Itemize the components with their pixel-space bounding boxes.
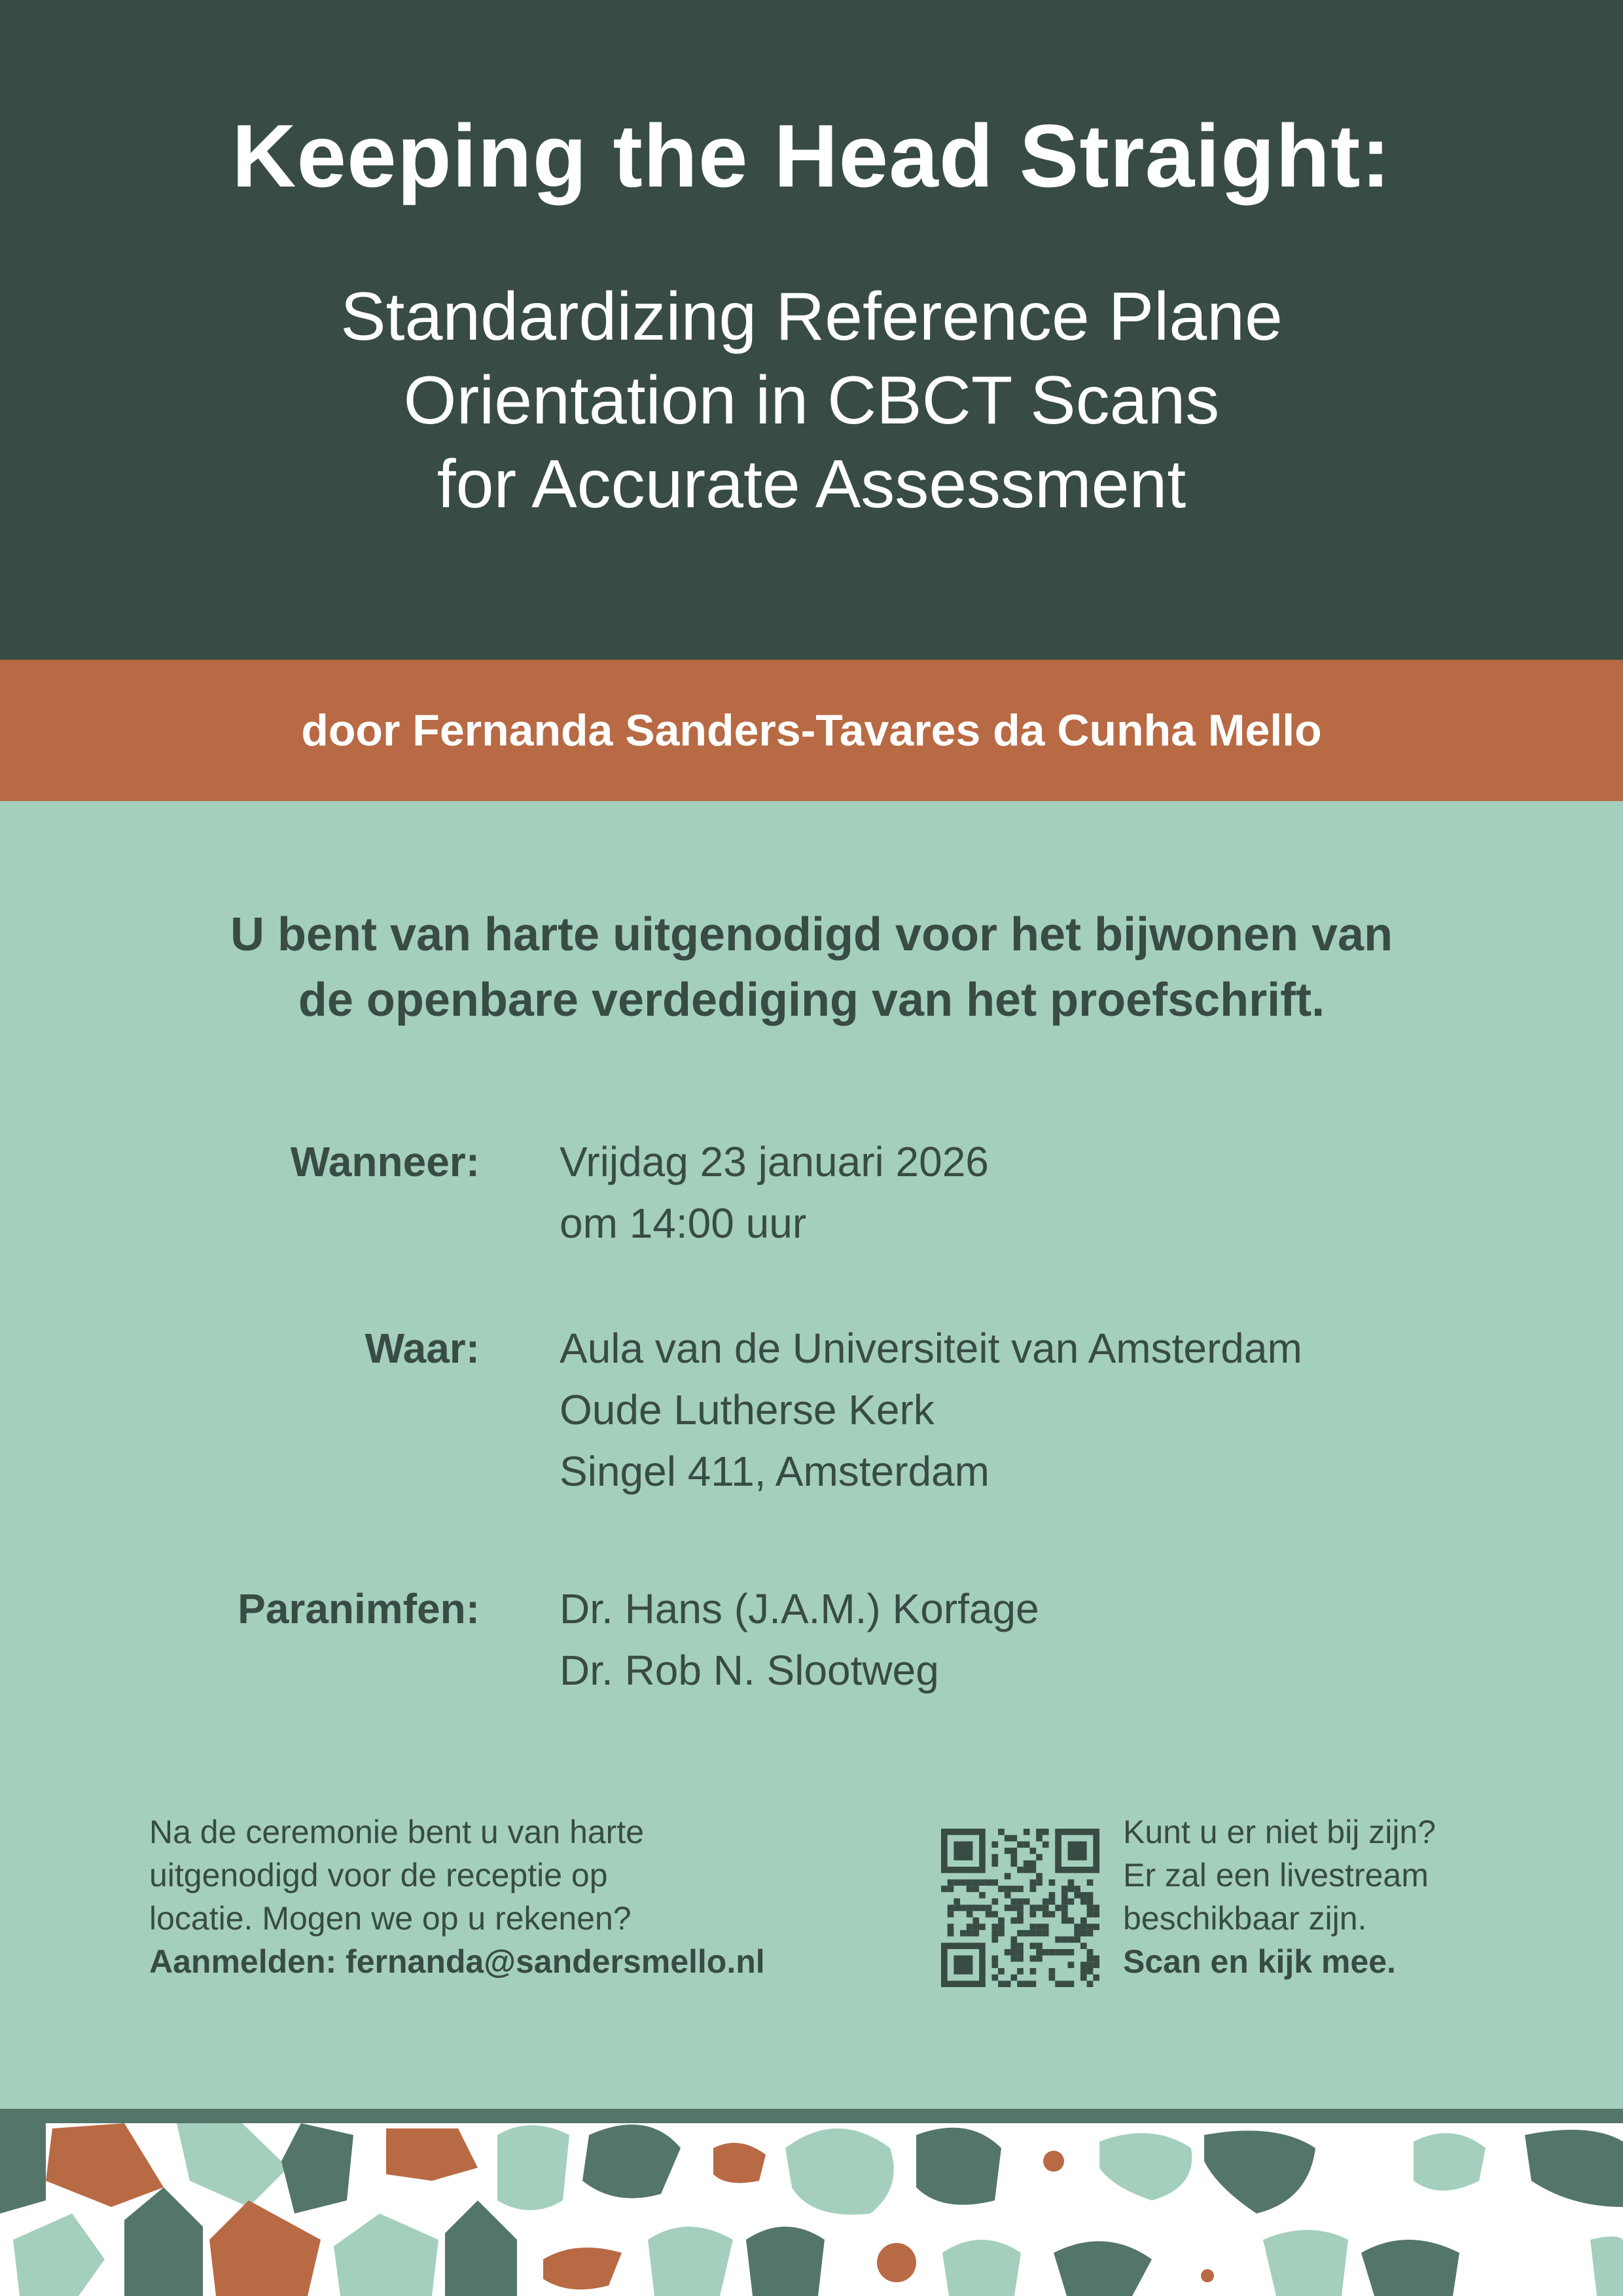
qr-module	[1087, 1924, 1094, 1930]
qr-module	[954, 1956, 972, 1975]
qr-module	[1080, 1968, 1087, 1975]
reception-line: uitgenodigd voor de receptie op	[149, 1857, 608, 1893]
qr-module	[991, 1854, 998, 1861]
qr-module	[1005, 1886, 1011, 1892]
tooth-pattern-graphic	[0, 2109, 1623, 2296]
qr-module	[1036, 1943, 1043, 1949]
qr-module	[1024, 1981, 1030, 1987]
qr-module	[1036, 1949, 1043, 1956]
qr-module	[1030, 1860, 1037, 1867]
qr-module	[1074, 1937, 1080, 1943]
reception-info	[149, 1810, 882, 1983]
subtitle-line: for Accurate Assessment	[437, 446, 1186, 522]
invitation-line: U bent van harte uitgenodigd voor het bijwonen van	[230, 908, 1393, 961]
qr-module	[1005, 1981, 1011, 1987]
qr-module	[1068, 1898, 1075, 1905]
qr-module	[972, 1905, 979, 1911]
qr-module	[1024, 1841, 1030, 1848]
qr-module	[1030, 1848, 1037, 1854]
qr-module	[1036, 1905, 1043, 1911]
invitation-text	[0, 902, 1623, 1033]
qr-module	[1074, 1930, 1080, 1937]
qr-module	[954, 1879, 960, 1886]
qr-module	[1043, 1898, 1049, 1905]
qr-module	[1017, 1930, 1024, 1937]
qr-module	[1030, 1968, 1037, 1975]
header-banner	[0, 0, 1623, 660]
qr-module	[1024, 1930, 1030, 1937]
qr-module	[1030, 1867, 1037, 1873]
qr-module	[960, 1905, 967, 1911]
qr-module	[1010, 1975, 1017, 1981]
qr-module	[998, 1968, 1005, 1975]
qr-module	[1087, 1949, 1094, 1956]
qr-module	[1093, 1962, 1099, 1968]
qr-module	[948, 1930, 954, 1937]
qr-module	[991, 1860, 998, 1867]
qr-module	[991, 1898, 998, 1905]
detail-values-where	[560, 1318, 1541, 1502]
qr-module	[1087, 1898, 1094, 1905]
qr-module	[1036, 1854, 1043, 1861]
qr-module	[967, 1886, 973, 1892]
qr-module	[991, 1956, 998, 1962]
qr-module	[948, 1911, 954, 1918]
qr-module	[1061, 1937, 1068, 1943]
qr-module	[1061, 1886, 1068, 1892]
qr-module	[972, 1924, 979, 1930]
qr-module	[1093, 1905, 1099, 1911]
detail-value: om 14:00 uur	[560, 1200, 807, 1247]
livestream-line: Kunt u er niet bij zijn?	[1123, 1814, 1436, 1850]
detail-value: Dr. Hans (J.A.M.) Korfage	[560, 1585, 1039, 1632]
qr-module	[998, 1829, 1005, 1835]
qr-module	[967, 1905, 973, 1911]
decorative-pattern	[0, 2109, 1623, 2296]
qr-module	[1017, 1841, 1024, 1848]
qr-module	[991, 1841, 998, 1848]
qr-module	[1049, 1968, 1056, 1975]
qr-module	[1030, 1879, 1037, 1886]
qr-module	[1036, 1835, 1043, 1842]
qr-module	[1055, 1937, 1061, 1943]
qr-module	[948, 1924, 954, 1930]
detail-value: Singel 411, Amsterdam	[560, 1448, 990, 1495]
qr-module	[998, 1930, 1005, 1937]
qr-module	[1080, 1930, 1087, 1937]
subtitle-line: Orientation in CBCT Scans	[403, 363, 1220, 439]
qr-module	[1017, 1943, 1024, 1949]
qr-module	[1093, 1911, 1099, 1918]
qr-module	[1087, 1930, 1094, 1937]
qr-module	[1017, 1905, 1024, 1911]
detail-label-paranymphs: Paranimfen:	[238, 1585, 480, 1632]
qr-module	[1087, 1962, 1094, 1968]
qr-module	[991, 1924, 998, 1930]
qr-code-graphic	[941, 1829, 1099, 1987]
qr-module	[1036, 1873, 1043, 1880]
qr-module	[967, 1911, 973, 1918]
qr-module	[1017, 1956, 1024, 1962]
page-title: Keeping the Head Straight:	[232, 106, 1391, 206]
qr-module	[972, 1918, 979, 1924]
qr-module	[1030, 1924, 1037, 1930]
qr-module	[972, 1930, 979, 1937]
qr-module	[1030, 1981, 1037, 1987]
qr-module	[1043, 1829, 1049, 1835]
qr-module	[1087, 1879, 1094, 1886]
qr-module	[979, 1924, 986, 1930]
qr-module	[991, 1962, 998, 1968]
qr-module	[979, 1892, 986, 1899]
qr-module	[979, 1905, 986, 1911]
qr-module	[1005, 1835, 1011, 1842]
qr-module	[1036, 1930, 1043, 1937]
qr-module	[1068, 1949, 1075, 1956]
qr-module	[1010, 1886, 1017, 1892]
pattern-shapes	[0, 2123, 1623, 2296]
qr-module	[960, 1930, 967, 1937]
qr-module	[1068, 1886, 1075, 1892]
qr-module	[1043, 1905, 1049, 1911]
qr-module	[1010, 1898, 1017, 1905]
qr-module	[1049, 1911, 1056, 1918]
qr-module	[1030, 1886, 1037, 1892]
qr-module	[986, 1911, 992, 1918]
qr-module	[998, 1924, 1005, 1930]
qr-module	[1010, 1943, 1017, 1949]
qr-module	[986, 1879, 992, 1886]
qr-module	[1087, 1905, 1094, 1911]
qr-module	[1074, 1892, 1080, 1899]
qr-module	[1080, 1943, 1087, 1949]
qr-module	[1005, 1892, 1011, 1899]
qr-module	[1055, 1949, 1061, 1956]
qr-module	[1030, 1943, 1037, 1949]
qr-module	[1036, 1956, 1043, 1962]
qr-module	[1017, 1981, 1024, 1987]
qr-module	[1024, 1898, 1030, 1905]
qr-module	[967, 1879, 973, 1886]
qr-module	[1005, 1949, 1011, 1956]
qr-module	[991, 1975, 998, 1981]
qr-module	[967, 1924, 973, 1930]
qr-module	[1068, 1841, 1087, 1860]
qr-code-icon[interactable]	[941, 1829, 1099, 1987]
qr-module	[948, 1905, 954, 1911]
qr-module	[1093, 1924, 1099, 1930]
qr-module	[1017, 1968, 1024, 1975]
livestream-cta: Scan en kijk mee.	[1123, 1943, 1396, 1980]
qr-module	[1061, 1911, 1068, 1918]
author-name: door Fernanda Sanders-Tavares da Cunha Mello	[301, 706, 1322, 755]
qr-module	[1049, 1975, 1056, 1981]
qr-module	[1074, 1886, 1080, 1892]
qr-module	[954, 1905, 960, 1911]
qr-module	[1068, 1962, 1075, 1968]
qr-module	[1061, 1898, 1068, 1905]
qr-module	[1055, 1981, 1061, 1987]
qr-module	[1010, 1835, 1017, 1842]
qr-module	[1055, 1905, 1061, 1911]
qr-module	[1010, 1949, 1017, 1956]
qr-module	[998, 1918, 1005, 1924]
detail-value: Oude Lutherse Kerk	[560, 1386, 935, 1433]
qr-module	[991, 1930, 998, 1937]
qr-module	[1080, 1924, 1087, 1930]
qr-module	[1087, 1911, 1094, 1918]
qr-module	[1017, 1898, 1024, 1905]
qr-module	[986, 1905, 992, 1911]
qr-module	[1061, 1918, 1068, 1924]
qr-module	[1087, 1981, 1094, 1987]
qr-module	[991, 1937, 998, 1943]
qr-module	[960, 1879, 967, 1886]
qr-module	[1093, 1975, 1099, 1981]
qr-module	[1068, 1981, 1075, 1987]
invitation-line: de openbare verdediging van het proefschrift.	[298, 974, 1325, 1026]
qr-module	[1080, 1898, 1087, 1905]
qr-module	[1017, 1918, 1024, 1924]
qr-module	[1010, 1905, 1017, 1911]
qr-module	[998, 1886, 1005, 1892]
qr-module	[1049, 1892, 1056, 1899]
qr-module	[1043, 1949, 1049, 1956]
qr-module	[1061, 1905, 1068, 1911]
qr-module	[1030, 1930, 1037, 1937]
qr-module	[967, 1930, 973, 1937]
qr-module	[1043, 1924, 1049, 1930]
qr-module	[1030, 1956, 1037, 1962]
qr-module	[1017, 1867, 1024, 1873]
livestream-info	[1123, 1810, 1548, 1983]
qr-module	[1017, 1949, 1024, 1956]
detail-values-when	[560, 1131, 1541, 1254]
qr-module	[1017, 1886, 1024, 1892]
qr-module	[1010, 1854, 1017, 1861]
qr-module	[1030, 1905, 1037, 1911]
qr-module	[1010, 1956, 1017, 1962]
qr-module	[1068, 1879, 1075, 1886]
qr-module	[1010, 1860, 1017, 1867]
qr-module	[1049, 1898, 1056, 1905]
qr-module	[1005, 1848, 1011, 1854]
qr-module	[998, 1981, 1005, 1987]
qr-module	[948, 1886, 954, 1892]
qr-module	[1030, 1911, 1037, 1918]
signup-email[interactable]: Aanmelden: fernanda@sandersmello.nl	[149, 1943, 765, 1980]
subtitle	[0, 275, 1623, 526]
qr-module	[1005, 1873, 1011, 1880]
qr-module	[1010, 1937, 1017, 1943]
qr-module	[1024, 1867, 1030, 1873]
qr-module	[1068, 1918, 1075, 1924]
qr-module	[941, 1886, 948, 1892]
qr-module	[1080, 1962, 1087, 1968]
qr-module	[1036, 1879, 1043, 1886]
qr-module	[1074, 1924, 1080, 1930]
detail-label-where: Waar:	[365, 1325, 480, 1372]
qr-module	[1024, 1829, 1030, 1835]
qr-module	[972, 1886, 979, 1892]
qr-module	[1036, 1924, 1043, 1930]
qr-module	[1061, 1892, 1068, 1899]
qr-module	[1087, 1968, 1094, 1975]
detail-value: Dr. Rob N. Slootweg	[560, 1647, 939, 1694]
qr-module	[954, 1841, 972, 1860]
detail-value: Vrijdag 23 januari 2026	[560, 1138, 989, 1185]
qr-module	[1087, 1956, 1094, 1962]
detail-label-when: Wanneer:	[290, 1138, 480, 1185]
qr-module	[1017, 1911, 1024, 1918]
qr-module	[1036, 1829, 1043, 1835]
qr-module	[1043, 1911, 1049, 1918]
qr-module	[1093, 1956, 1099, 1962]
qr-module	[1043, 1841, 1049, 1848]
livestream-line: beschikbaar zijn.	[1123, 1900, 1367, 1937]
livestream-line: Er zal een livestream	[1123, 1857, 1429, 1893]
qr-module	[1080, 1918, 1087, 1924]
reception-line: Na de ceremonie bent u van harte	[149, 1814, 645, 1850]
qr-module	[1049, 1879, 1056, 1886]
qr-module	[1068, 1937, 1075, 1943]
qr-module	[1010, 1848, 1017, 1854]
qr-module	[991, 1879, 998, 1886]
reception-line: locatie. Mogen we op u rekenen?	[149, 1900, 632, 1937]
qr-module	[954, 1898, 960, 1905]
qr-module	[948, 1879, 954, 1886]
qr-module	[991, 1911, 998, 1918]
qr-module	[979, 1879, 986, 1886]
author-band	[0, 660, 1623, 801]
qr-module	[972, 1879, 979, 1886]
qr-module	[1005, 1905, 1011, 1911]
qr-module	[1010, 1918, 1017, 1924]
qr-module	[1087, 1892, 1094, 1899]
qr-module	[1061, 1981, 1068, 1987]
qr-module	[1061, 1949, 1068, 1956]
qr-module	[1024, 1860, 1030, 1867]
subtitle-line: Standardizing Reference Plane	[340, 279, 1283, 355]
qr-module	[1049, 1949, 1056, 1956]
qr-module	[1080, 1975, 1087, 1981]
detail-value: Aula van de Universiteit van Amsterdam	[560, 1325, 1302, 1372]
detail-values-paranymphs	[560, 1578, 1541, 1701]
qr-module	[1043, 1930, 1049, 1937]
qr-module	[1080, 1892, 1087, 1899]
